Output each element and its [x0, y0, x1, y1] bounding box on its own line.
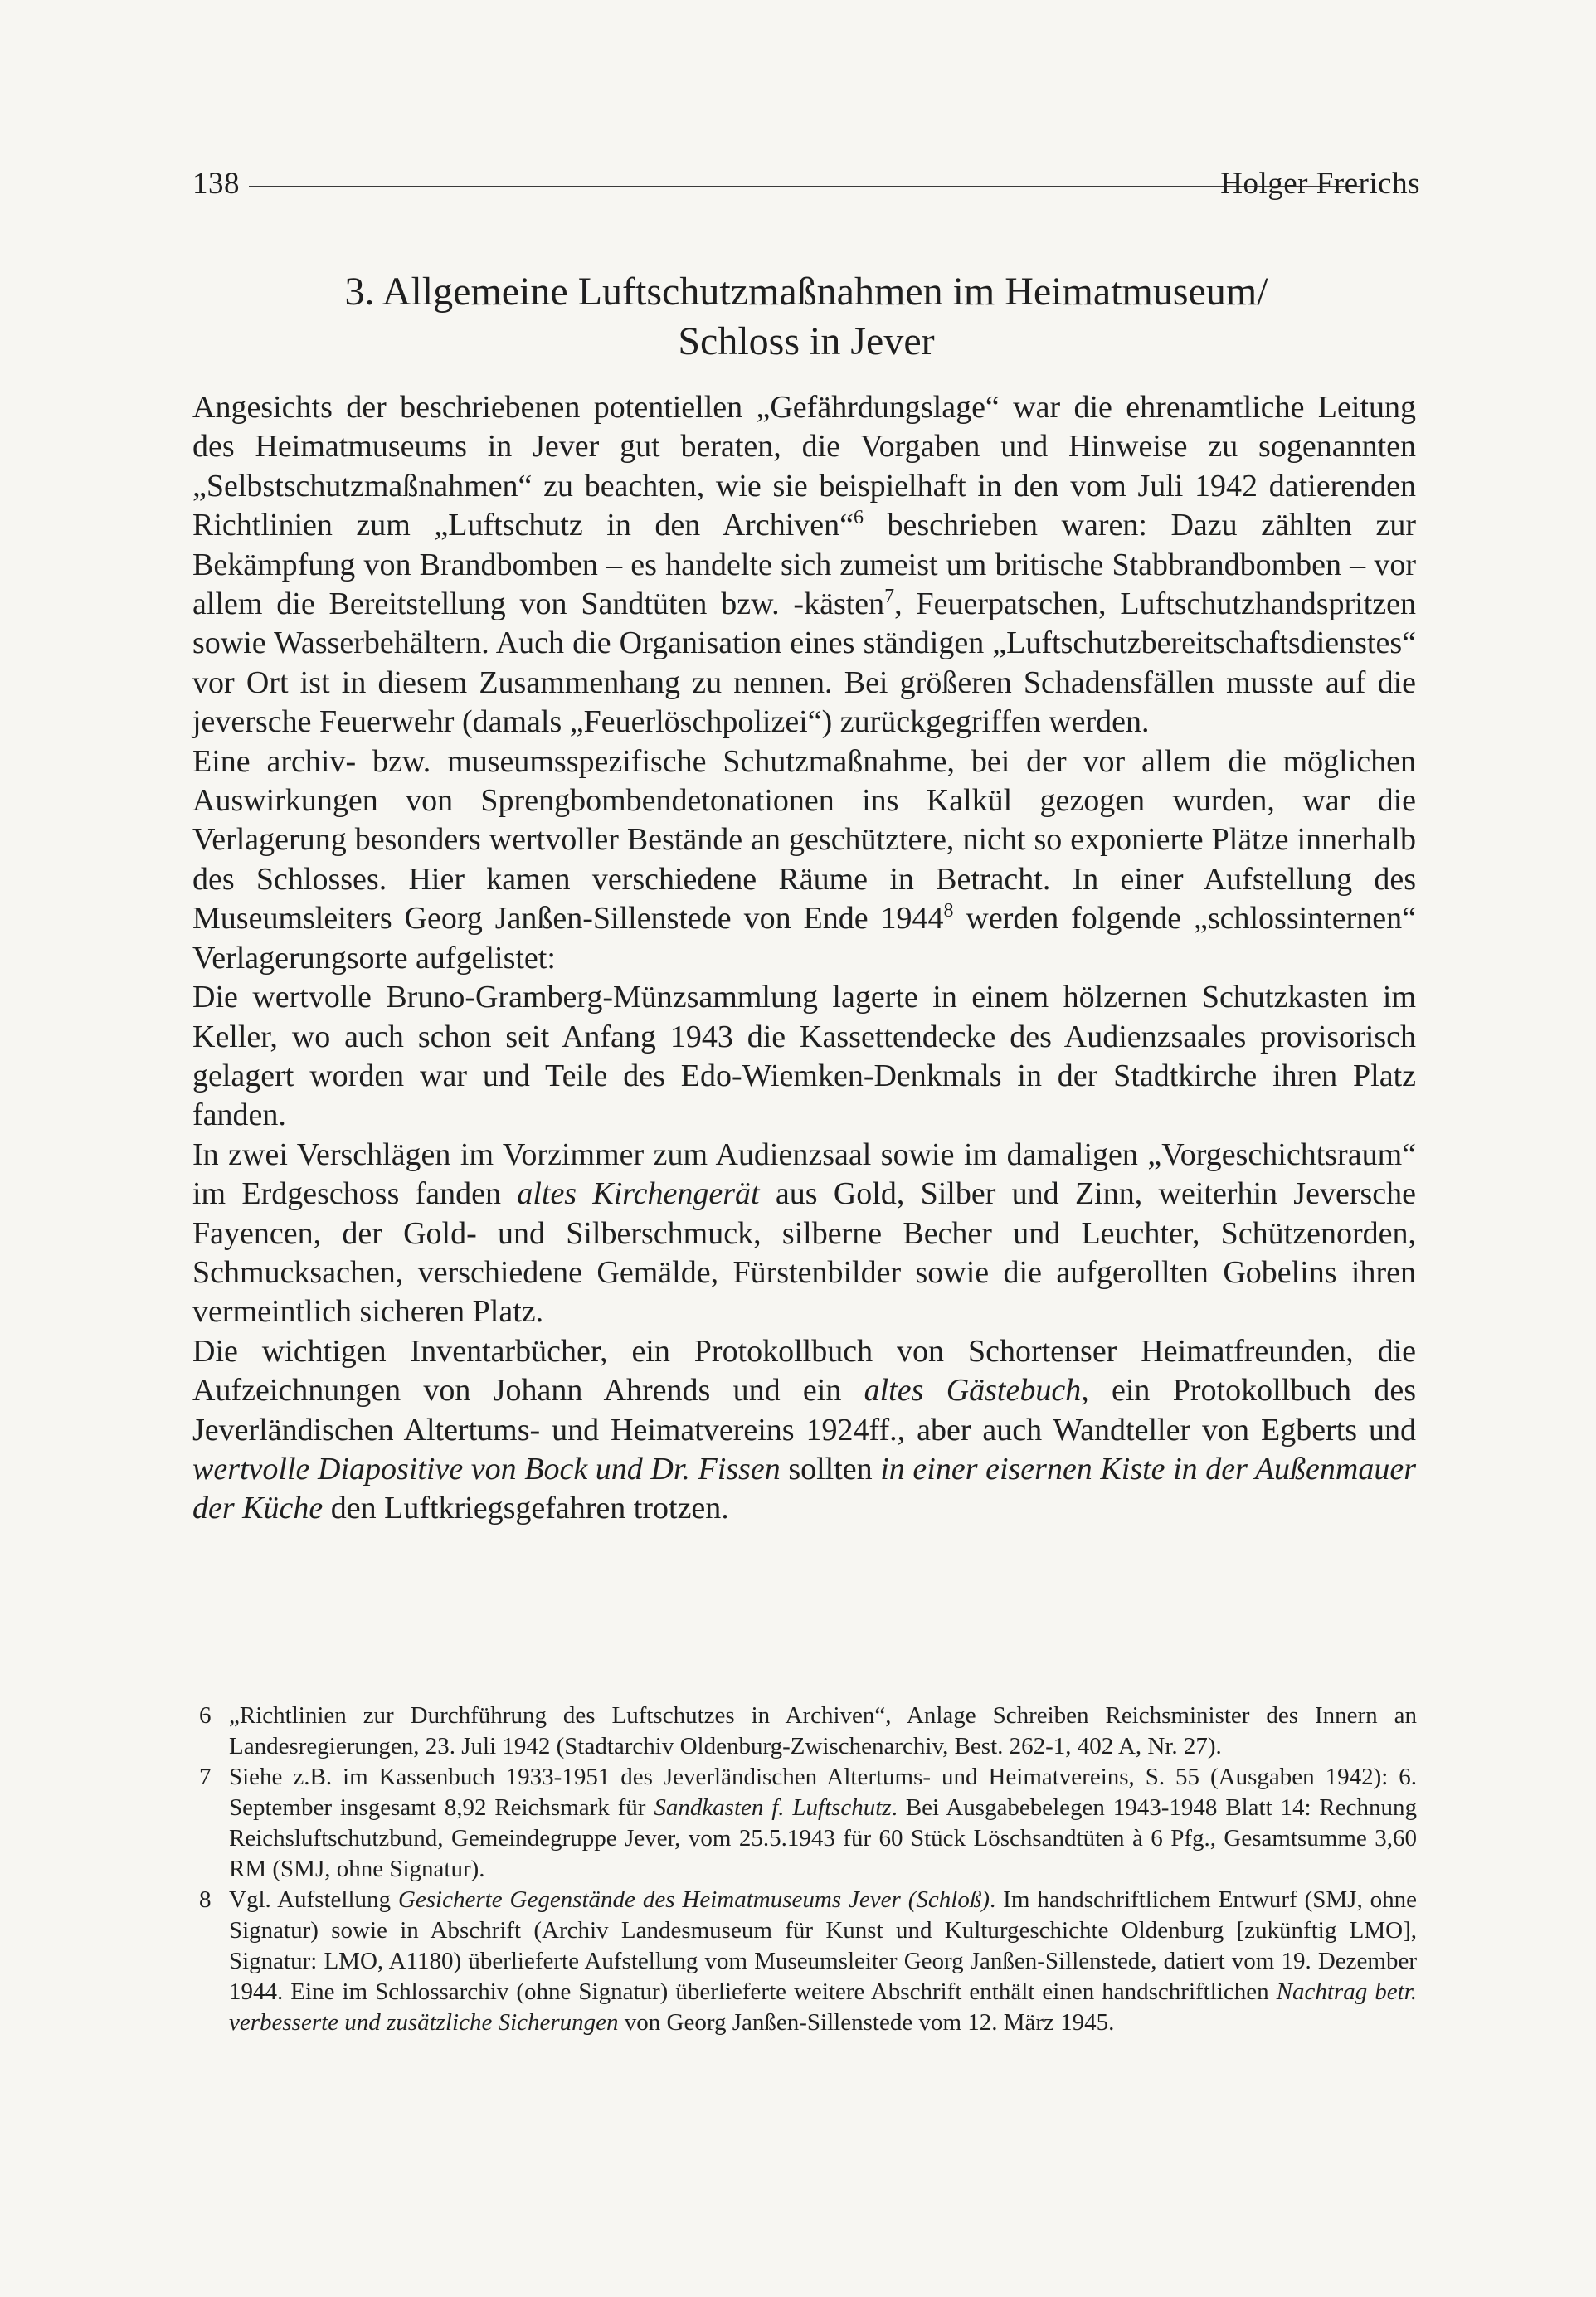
- italic-run: wertvolle Diapositive von Bock und Dr. Fissen: [192, 1451, 781, 1487]
- header-rule: [249, 186, 1360, 187]
- footnote-ref-6: 6: [853, 507, 864, 529]
- footnotes: [199, 1701, 1417, 2038]
- paragraph: Die wertvolle Bruno-Gramberg-Münzsammlung lagerte in einem hölzernen Schutzkasten im Keller, wo auch schon seit Anfang 1943 die Kassettendecke des Audienzsaales provisorisch gelagert worden war und Teile des Edo-Wiemken-Denkmals in der Stadtkirche ihren Platz fanden.: [192, 980, 1416, 1133]
- footnote-text: Vgl. Aufstellung: [229, 1886, 398, 1913]
- running-head: [192, 166, 1420, 216]
- footnote-italic: Nachtrag betr. verbesserte und zusätzliche Sicherungen: [229, 1978, 1418, 2036]
- paragraph: [192, 1332, 1416, 1529]
- section-title: [192, 267, 1420, 367]
- text-run: beschrieben waren: Dazu zählten zur Bekämpfung von Brandbomben – es handelte sich zumeist um britische Stabbrandbomben – vor allem die Bereitstellung von Sandtüten bzw. -kästen: [192, 508, 1416, 622]
- footnote-text: Siehe z.B. im Kassenbuch 1933-1951 des Jeverländischen Altertums- und Heimatvereins, S. 55 (Ausgaben 1942): 6. September insgesamt 8,92 Reichsmark für: [229, 1764, 1417, 1821]
- italic-run: altes Kirchengerät: [517, 1176, 760, 1212]
- footnote-6: [199, 1701, 1417, 1762]
- text-run: werden folgende „schlossinternen“ Verlagerungsorte aufgelistet:: [192, 901, 1416, 976]
- section-title-line-1: 3. Allgemeine Luftschutzmaßnahmen im Heimatmuseum/: [344, 270, 1268, 314]
- footnote-italic: Sandkasten f. Luftschutz: [654, 1794, 892, 1821]
- footnote-number: 7: [199, 1764, 212, 1790]
- paragraph: [192, 742, 1416, 978]
- section-title-line-2: Schloss in Jever: [678, 319, 935, 363]
- text-run: Eine archiv- bzw. museumsspezifische Schutzmaßnahme, bei der vor allem die möglichen Auswirkungen von Sprengbombendetonationen ins Kalkül gezogen wurden, war die Verlagerung besonders wertvoller Bestände an geschütztere, nicht so exponierte Plätze innerhalb des Schlosses. Hier kamen verschiedene Räume in Betracht. In einer Aufstellung des Museumsleiters Georg Janßen-Sillenstede von Ende 1944: [192, 743, 1416, 937]
- footnote-italic: Gesicherte Gegenstände des Heimatmuseums Jever (Schloß): [397, 1886, 990, 1913]
- paragraph: [192, 388, 1416, 742]
- text-run: aus Gold, Silber und Zinn, weiterhin Jeversche Fayencen, der Gold- und Silberschmuck, silberne Becher und Leuchter, Schützenorden, Schmucksachen, verschiedene Gemälde, Fürstenbilder sowie die aufgerollten Gobelins ihren vermeintlich sicheren Platz.: [192, 1176, 1416, 1330]
- text-run: den Luftkriegsgefahren trotzen.: [323, 1491, 729, 1526]
- footnote-number: 6: [199, 1702, 212, 1729]
- footnote-number: 8: [199, 1886, 212, 1913]
- footnote-ref-7: 7: [884, 586, 895, 608]
- footnote-text: von Georg Janßen-Sillenstede vom 12. März 1945.: [618, 2009, 1115, 2036]
- footnote-ref-8: 8: [943, 900, 954, 922]
- footnote-text: . Bei Ausgabebelegen 1943-1948 Blatt 14: Rechnung Reichsluftschutzbund, Gemeindegruppe Jever, vom 25.5.1943 für 60 Stück Löschsandtüten à 6 Pfg., Gesamtsumme 3,60 RM (SMJ, ohne Signatur).: [229, 1794, 1417, 1882]
- text-run: Angesichts der beschriebenen potentiellen „Gefährdungslage“ war die ehrenamtliche Leitung des Heimatmuseums in Jever gut beraten, die Vorgaben und Hinweise zu sogenannten „Selbstschutzmaßnahmen“ zu beachten, wie sie beispielhaft in den vom Juli 1942 datierenden Richtlinien zum „Luftschutz in den Archiven“: [192, 390, 1416, 543]
- footnote-8: [199, 1885, 1417, 2038]
- text-run: , Feuerpatschen, Luftschutzhandspritzen sowie Wasserbehältern. Auch die Organisation eines ständigen „Luftschutzbereitschaftsdienstes“ vor Ort ist in diesem Zusammenhang zu nennen. Bei größeren Schadensfällen musste auf die jeversche Feuerwehr (damals „Feuerlöschpolizei“) zurückgegriffen werden.: [192, 586, 1416, 740]
- page-number: 138: [192, 167, 240, 201]
- paragraph: [192, 1136, 1416, 1332]
- italic-run: altes Gästebuch: [864, 1373, 1082, 1409]
- text-run: , ein Protokollbuch des Jeverländischen Altertums- und Heimatvereins 1924ff., aber auch Wandteller von Egberts und: [192, 1373, 1417, 1448]
- footnote-text: . Im handschriftlichem Entwurf (SMJ, ohne Signatur) sowie in Abschrift (Archiv Landesmuseum für Kunst und Kulturgeschichte Oldenburg [zukünftig LMO], Signatur: LMO, A1180) überlieferte Aufstellung vom Museumsleiter Georg Janßen-Sillenstede, datiert vom 19. Dezember 1944. Eine im Schlossarchiv (ohne Signatur) überlieferte weitere Abschrift enthält einen handschriftlichen: [229, 1886, 1417, 2005]
- text-run: Die wichtigen Inventarbücher, ein Protokollbuch von Schortenser Heimatfreunden, die Aufzeichnungen von Johann Ahrends und ein: [192, 1333, 1416, 1409]
- running-head-author: Holger Frerichs: [1220, 167, 1420, 201]
- body-text: [192, 388, 1416, 1529]
- footnote-text: „Richtlinien zur Durchführung des Luftschutzes in Archiven“, Anlage Schreiben Reichsminister des Innern an Landesregierungen, 23. Juli 1942 (Stadtarchiv Oldenburg-Zwischenarchiv, Best. 262-1, 402 A, Nr. 27).: [229, 1702, 1417, 1759]
- footnote-7: [199, 1762, 1417, 1885]
- italic-run: in einer eisernen Kiste in der Außenmauer der Küche: [192, 1451, 1417, 1526]
- text-run: sollten: [780, 1451, 881, 1487]
- text-run: In zwei Verschlägen im Vorzimmer zum Audienzsaal sowie im damaligen „Vorgeschichtsraum“ im Erdgeschoss fanden: [192, 1136, 1416, 1212]
